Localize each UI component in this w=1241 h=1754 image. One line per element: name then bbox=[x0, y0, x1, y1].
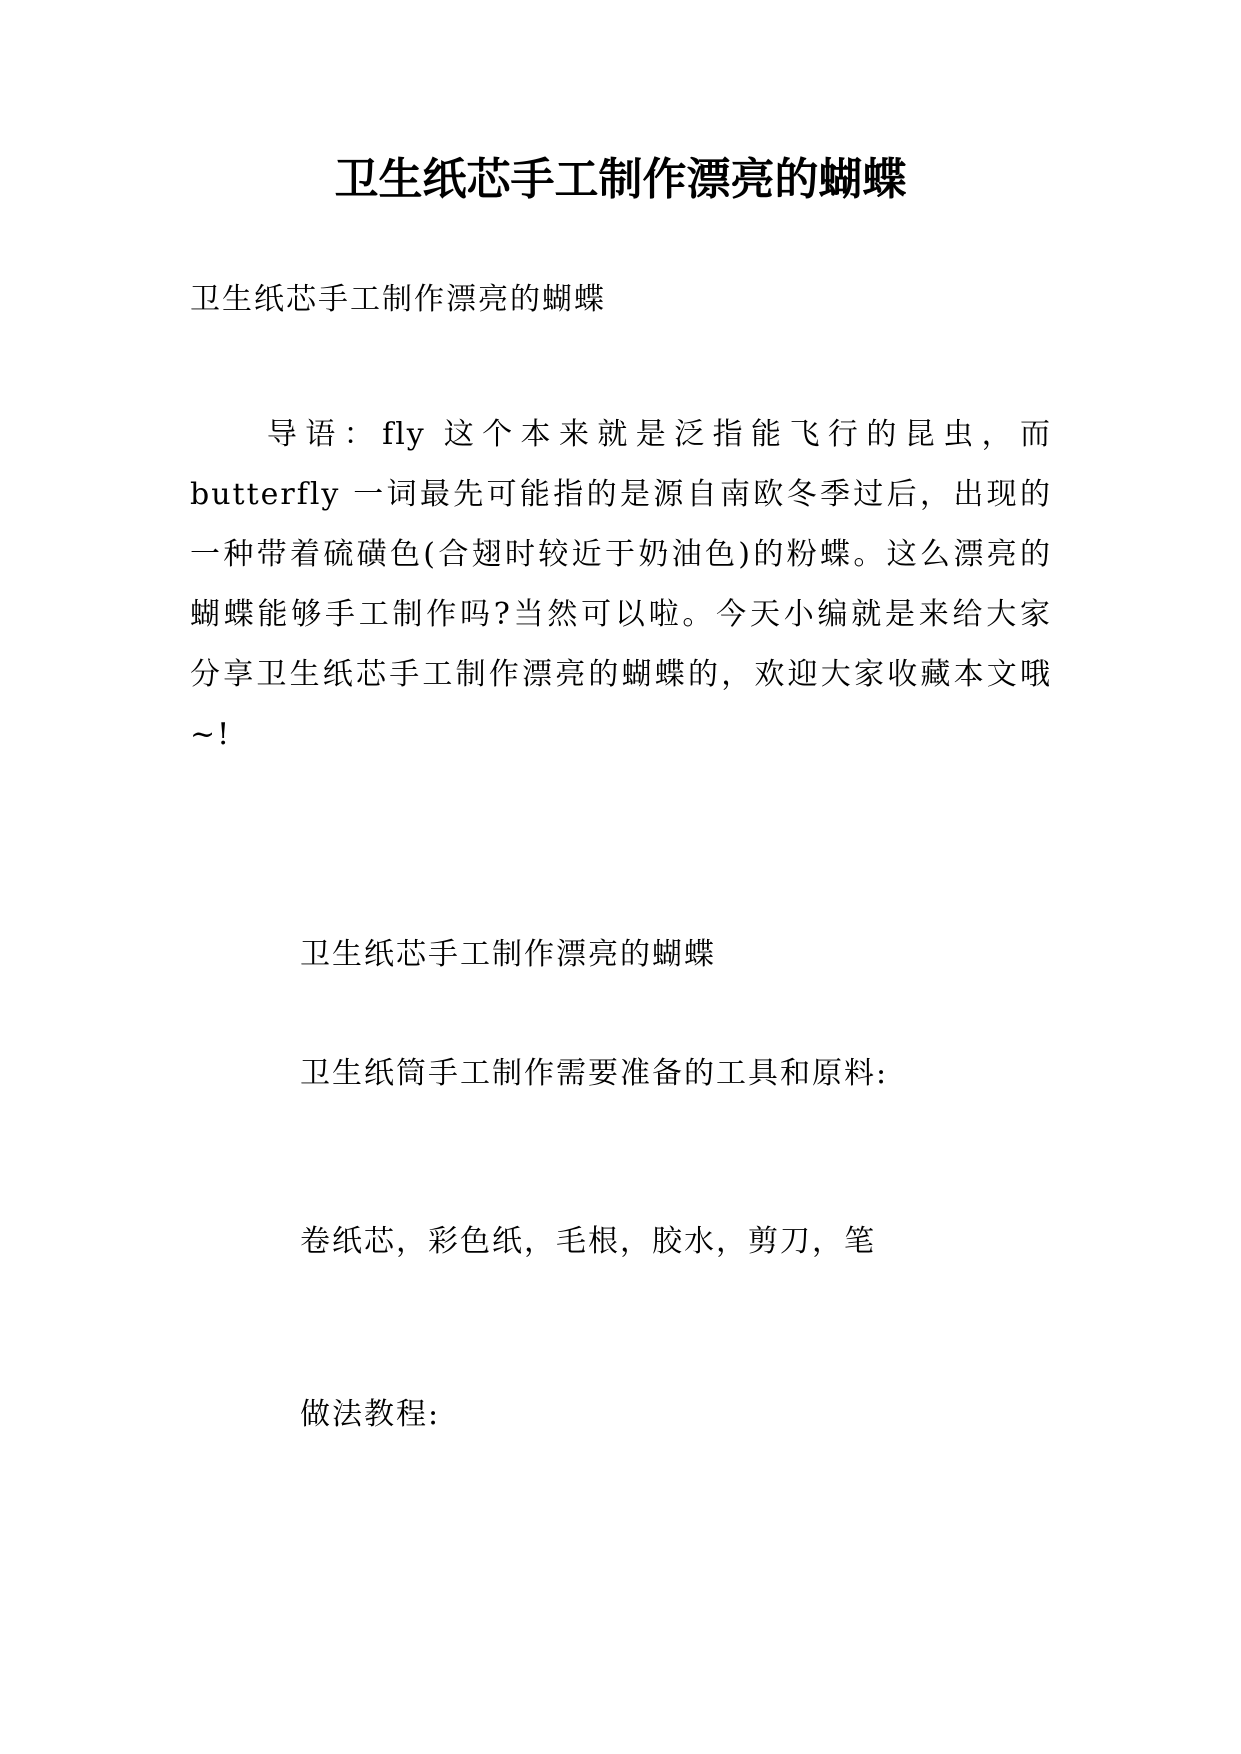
intro-paragraph bbox=[190, 405, 1052, 765]
intro-line: 分享卫生纸芯手工制作漂亮的蝴蝶的，欢迎大家收藏本文哦 bbox=[190, 657, 1052, 692]
method-heading: 做法教程: bbox=[300, 1397, 441, 1432]
document-subtitle: 卫生纸芯手工制作漂亮的蝴蝶 bbox=[190, 282, 606, 317]
intro-line: ~! bbox=[190, 717, 232, 752]
section-heading: 卫生纸芯手工制作漂亮的蝴蝶 bbox=[300, 937, 716, 972]
intro-line: 一种带着硫磺色(合翅时较近于奶油色)的粉蝶。这么漂亮的 bbox=[190, 537, 1052, 572]
materials-heading: 卫生纸筒手工制作需要准备的工具和原料: bbox=[300, 1056, 889, 1091]
document-title: 卫生纸芯手工制作漂亮的蝴蝶 bbox=[334, 154, 907, 205]
intro-line: 蝴蝶能够手工制作吗?当然可以啦。今天小编就是来给大家 bbox=[190, 597, 1052, 632]
intro-line: 导语：fly 这个本来就是泛指能飞行的昆虫，而 bbox=[190, 417, 1052, 452]
intro-line: butterfly 一词最先可能指的是源自南欧冬季过后，出现的 bbox=[190, 477, 1052, 512]
materials-list: 卷纸芯，彩色纸，毛根，胶水，剪刀，笔 bbox=[300, 1224, 876, 1259]
